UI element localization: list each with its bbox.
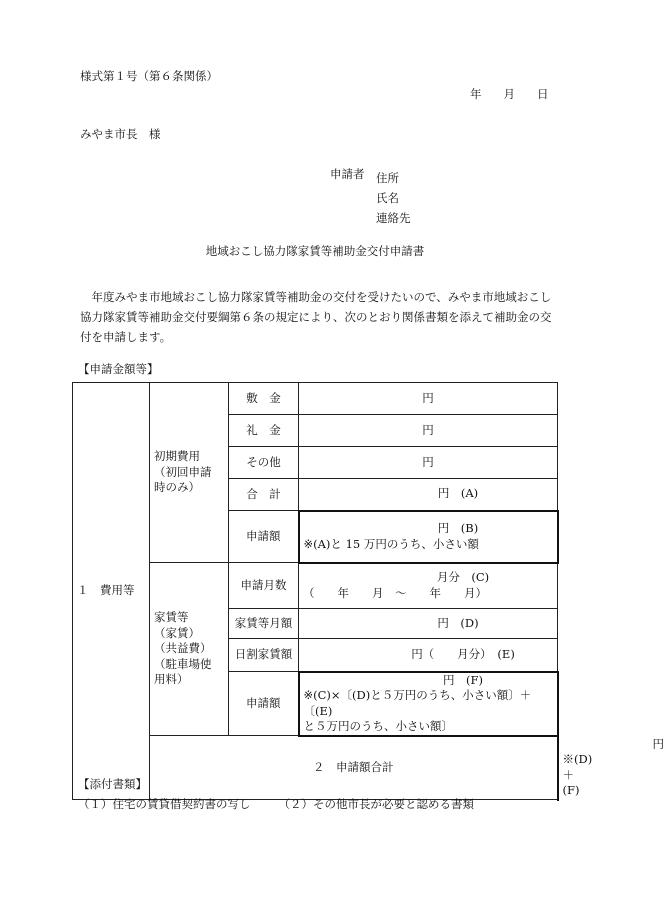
rent-label-line: （共益費） (154, 641, 212, 656)
initial-costs-line: 時のみ） (154, 480, 200, 495)
initial-applied-value: 円 (B) ※(A)と 15 万円のうち、小さい額 (299, 511, 558, 563)
rent-applied-value: 円 (F) ※(C)×〔(D)と５万円のうち、小さい額〕＋〔(E) と５万円のうち、小さい額〕 (299, 672, 558, 736)
contact-label: 連絡先 (376, 211, 411, 225)
applicant-fields (376, 168, 411, 228)
category-label: １ 費用等 (73, 383, 150, 800)
daily-rent-label: 日割家賃額 (229, 639, 299, 672)
months-period: （ 年 月 ～ 年 月） (303, 585, 487, 600)
other-label: その他 (229, 447, 299, 479)
initial-costs-line: （初回申請 (154, 464, 212, 479)
address-label: 住所 (376, 171, 399, 185)
other-value: 円 (299, 447, 558, 479)
date-day-label: 日 (537, 87, 549, 101)
key-money-label: 礼 金 (229, 415, 299, 447)
rent-applied-note-line1: ※(C)×〔(D)と５万円のうち、小さい額〕＋〔(E) (303, 688, 532, 718)
table-row (73, 383, 558, 415)
rent-label-line: 家賃等 (154, 610, 189, 625)
form-number: 様式第１号（第６条関係） (80, 69, 218, 83)
attachments-label: 【添付書類】 (78, 777, 147, 791)
rent-applied-note-line2: と５万円のうち、小さい額〕 (303, 719, 453, 734)
months-value: 月分 (C) （ 年 月 ～ 年 月） (299, 563, 558, 609)
attachment-item: （２）その他市長が必要と認める書類 (278, 797, 474, 811)
initial-applied-note: ※(A)と 15 万円のうち、小さい額 (303, 536, 479, 551)
subtotal-value: 円 (A) (299, 479, 558, 511)
monthly-rent-label: 家賃等月額 (229, 609, 299, 639)
document-title: 地域おこし協力隊家賃等補助金交付申請書 (205, 244, 425, 258)
daily-rent-value: 円（ 月分） (E) (299, 639, 558, 672)
section-label: 【申請金額等】 (78, 362, 159, 376)
initial-applied-label: 申請額 (229, 511, 299, 563)
rent-label-line: 用料） (154, 672, 189, 687)
months-label: 申請月数 (229, 563, 299, 609)
applicant-label: 申請者 (330, 167, 365, 181)
deposit-label: 敷 金 (229, 383, 299, 415)
attachment-item: （１）住宅の賃貸借契約書の写し (78, 797, 251, 811)
table-row: ２ 申請額合計 円 ※(D)＋(F) (73, 736, 558, 800)
rent-applied-label: 申請額 (229, 672, 299, 736)
rent-label (150, 563, 229, 736)
rent-label-line: （家賃） (154, 625, 200, 640)
monthly-rent-value: 円 (D) (299, 609, 558, 639)
document-body: 年度みやま市地域おこし協力隊家賃等補助金の交付を受けたいので、みやま市地域おこし協力隊家賃等補助金交付要綱第６条の規定により、次のとおり関係書類を添えて補助金の交付を申請します。 (80, 290, 552, 344)
application-table (72, 382, 664, 801)
rent-label-line: （駐車場使 (154, 656, 212, 671)
deposit-value: 円 (299, 383, 558, 415)
attachments-list (78, 798, 474, 812)
date-month-label: 月 (503, 87, 515, 101)
name-label: 氏名 (376, 191, 399, 205)
subtotal-label: 合 計 (229, 479, 299, 511)
key-money-value: 円 (299, 415, 558, 447)
date-year-label: 年 (470, 87, 482, 101)
total-label: ２ 申請額合計 (150, 736, 558, 800)
initial-costs-line: 初期費用 (154, 449, 200, 464)
initial-costs-label (150, 383, 229, 563)
addressee: みやま市長 様 (80, 127, 161, 141)
date-line (470, 88, 549, 102)
